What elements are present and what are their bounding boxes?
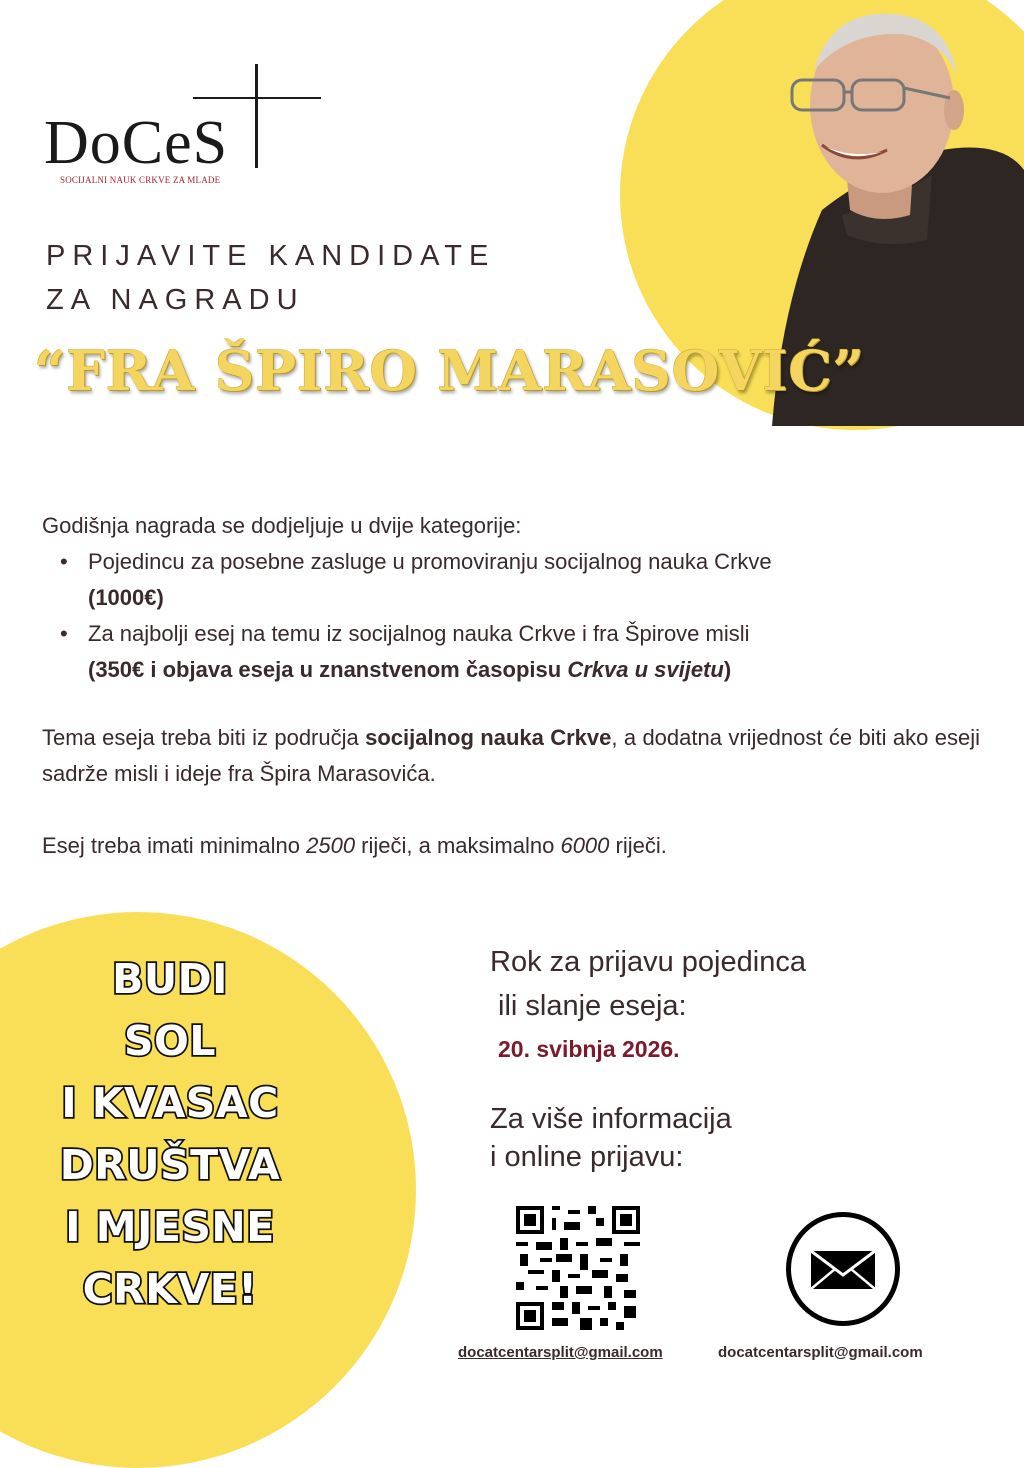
length-paragraph: Esej treba imati minimalno 2500 riječi, a maksimalno 6000 riječi. xyxy=(42,833,667,858)
intro-text: Godišnja nagrada se dodjeljuje u dvije kategorije: xyxy=(42,513,522,538)
envelope-icon[interactable] xyxy=(786,1212,900,1326)
email-link-qr[interactable]: docatcentarsplit@gmail.com xyxy=(458,1344,663,1361)
journal-name: Crkva u svijetu xyxy=(567,657,724,682)
category-item-essay: • Za najbolji esej na temu iz socijalnog nauka Crkve i fra Špirove misli (350€ i objava eseja u znanstvenom časopisu Crkva u svijetu) xyxy=(60,616,980,688)
deadline-date: 20. svibnja 2026. xyxy=(498,1036,680,1062)
prize-amount-essay: (350€ i objava eseja u znanstvenom časopisu Crkva u svijetu) xyxy=(88,657,732,682)
category-list xyxy=(60,544,980,688)
category-item-individual: • Pojedincu za posebne zasluge u promoviranju socijalnog nauka Crkve (1000€) xyxy=(60,544,980,616)
logo-tagline: SOCIJALNI NAUK CRKVE ZA MLADE xyxy=(60,175,221,185)
logo-cross-bar xyxy=(193,97,321,99)
info-label: Za više informacija i online prijavu: xyxy=(490,1103,732,1173)
deadline-label: Rok za prijavu pojedinca ili slanje eseja: xyxy=(490,946,806,1022)
logo-cross-icon xyxy=(255,64,258,168)
headline-line1: PRIJAVITE KANDIDATE xyxy=(46,240,496,272)
slogan: BUDI SOL I KVASAC DRUŠTVA I MJESNE CRKVE! xyxy=(59,955,281,1313)
email-link-mail[interactable]: docatcentarsplit@gmail.com xyxy=(718,1344,923,1361)
headline-line2: ZA NAGRADU xyxy=(46,284,305,316)
award-title: “FRA ŠPIRO MARASOVIĆ” xyxy=(34,338,865,403)
topic-paragraph: Tema eseja treba biti iz područja socijalnog nauka Crkve, a dodatna vrijednost će biti ako eseji sadrže misli i ideje fra Špira Marasovića. xyxy=(42,725,980,786)
logo-wordmark: DoCeS xyxy=(44,109,229,177)
qr-code-icon[interactable] xyxy=(516,1206,640,1330)
prize-amount-individual: (1000€) xyxy=(88,585,164,610)
